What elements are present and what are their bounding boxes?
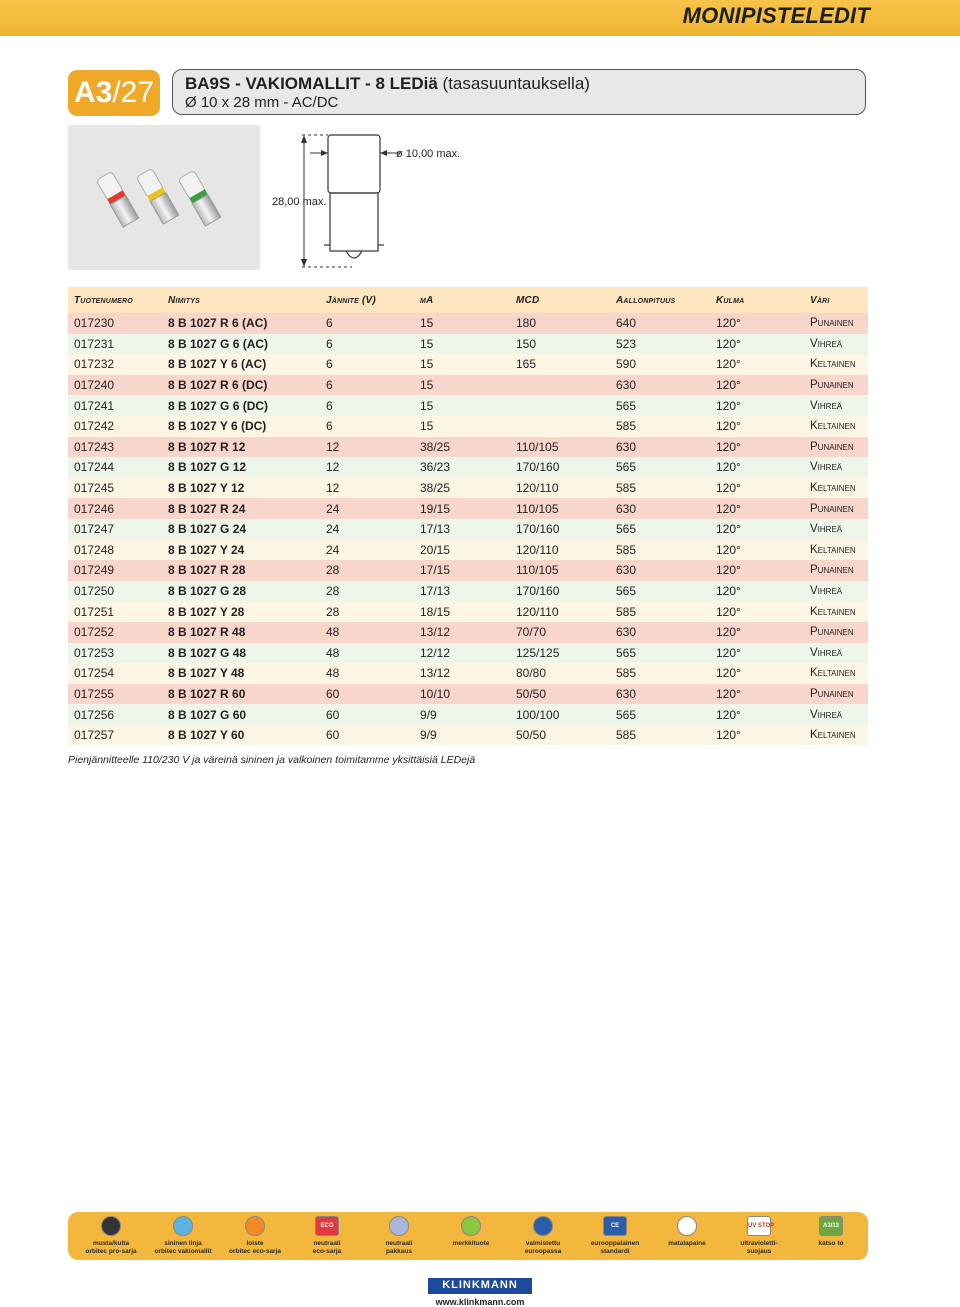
legend-item <box>290 1216 364 1256</box>
cell-name: 8 B 1027 G 60 <box>162 704 320 725</box>
cell-angle: 120° <box>710 622 804 643</box>
cell-wavelength: 585 <box>610 478 710 499</box>
legend-label-line2: euroopassa <box>524 1248 562 1255</box>
legend-label-line2: orbitec pro-sarja <box>85 1248 137 1255</box>
length-label: 28,00 max. <box>272 196 327 208</box>
cell-ma: 15 <box>414 354 510 375</box>
cell-wavelength: 565 <box>610 581 710 602</box>
cell-voltage: 60 <box>320 684 414 705</box>
legend-label-line1: merkkituote <box>452 1240 490 1247</box>
cell-wavelength: 585 <box>610 601 710 622</box>
cell-mcd: 50/50 <box>510 684 610 705</box>
table-row <box>68 375 868 396</box>
table-row <box>68 334 868 355</box>
legend-item <box>362 1216 436 1256</box>
legend-label <box>794 1240 868 1248</box>
table-row <box>68 437 868 458</box>
legend-label-line1: valmistettu <box>525 1240 561 1247</box>
cell-color: Punainen <box>804 313 868 334</box>
table-row <box>68 601 868 622</box>
table-row <box>68 560 868 581</box>
cell-mcd <box>510 416 610 437</box>
cell-color: Keltainen <box>804 601 868 622</box>
legend-label <box>434 1240 508 1248</box>
cell-ma: 17/15 <box>414 560 510 581</box>
cell-wavelength: 565 <box>610 519 710 540</box>
legend-label-line1: ultravioletti- <box>740 1240 778 1247</box>
cell-angle: 120° <box>710 540 804 561</box>
cell-voltage: 12 <box>320 478 414 499</box>
cell-mcd: 150 <box>510 334 610 355</box>
cell-ma: 15 <box>414 313 510 334</box>
cell-name: 8 B 1027 Y 6 (AC) <box>162 354 320 375</box>
cell-angle: 120° <box>710 416 804 437</box>
cell-voltage: 6 <box>320 334 414 355</box>
cell-name: 8 B 1027 Y 24 <box>162 540 320 561</box>
cell-wavelength: 523 <box>610 334 710 355</box>
cell-angle: 120° <box>710 601 804 622</box>
section-code: A3 <box>73 76 113 109</box>
cell-mcd: 125/125 <box>510 643 610 664</box>
cell-product-number: 017248 <box>68 540 162 561</box>
cell-ma: 9/9 <box>414 725 510 746</box>
product-table <box>68 287 868 745</box>
table-body <box>68 313 868 745</box>
legend-label-line1: neutraali <box>313 1240 341 1247</box>
table-row <box>68 684 868 705</box>
eco-icon: ECO <box>315 1216 339 1236</box>
cell-angle: 120° <box>710 684 804 705</box>
cell-mcd: 170/160 <box>510 457 610 478</box>
cell-voltage: 6 <box>320 416 414 437</box>
cell-wavelength: 630 <box>610 560 710 581</box>
table-row <box>68 498 868 519</box>
legend-bar <box>68 1212 868 1260</box>
cell-voltage: 6 <box>320 375 414 396</box>
section-code-separator: / <box>112 76 121 109</box>
cell-voltage: 12 <box>320 457 414 478</box>
cell-voltage: 48 <box>320 643 414 664</box>
table-row <box>68 478 868 499</box>
cell-angle: 120° <box>710 519 804 540</box>
legend-label-line1: loiste <box>246 1240 264 1247</box>
cell-product-number: 017230 <box>68 313 162 334</box>
legend-item <box>218 1216 292 1256</box>
cell-name: 8 B 1027 Y 12 <box>162 478 320 499</box>
legend-item <box>578 1216 652 1256</box>
cell-name: 8 B 1027 R 28 <box>162 560 320 581</box>
cell-product-number: 017257 <box>68 725 162 746</box>
cell-wavelength: 585 <box>610 663 710 684</box>
table-row <box>68 581 868 602</box>
table-row <box>68 354 868 375</box>
cell-wavelength: 585 <box>610 540 710 561</box>
cell-name: 8 B 1027 G 6 (AC) <box>162 334 320 355</box>
cell-angle: 120° <box>710 313 804 334</box>
cell-mcd: 110/105 <box>510 498 610 519</box>
cell-mcd: 120/110 <box>510 540 610 561</box>
cell-mcd: 70/70 <box>510 622 610 643</box>
legend-label <box>290 1240 364 1256</box>
cell-mcd: 50/50 <box>510 725 610 746</box>
cell-ma: 18/15 <box>414 601 510 622</box>
cell-product-number: 017241 <box>68 395 162 416</box>
legend-label <box>362 1240 436 1256</box>
cell-ma: 38/25 <box>414 437 510 458</box>
section-page: 27 <box>120 76 155 109</box>
legend-label <box>74 1240 148 1256</box>
cell-angle: 120° <box>710 437 804 458</box>
cell-name: 8 B 1027 Y 60 <box>162 725 320 746</box>
footnote: Pienjännitteelle 110/230 V ja väreinä sininen ja valkoinen toimitamme yksittäisiä LEDejä <box>68 754 476 766</box>
bulb-outline-drawing <box>260 125 520 275</box>
legend-item <box>722 1216 796 1256</box>
legend-label-line1: musta/kulta <box>92 1240 130 1247</box>
cell-color: Vihreä <box>804 581 868 602</box>
cell-color: Punainen <box>804 498 868 519</box>
legend-label <box>722 1240 796 1256</box>
cell-wavelength: 590 <box>610 354 710 375</box>
cell-wavelength: 630 <box>610 498 710 519</box>
cell-color: Keltainen <box>804 725 868 746</box>
cell-color: Vihreä <box>804 519 868 540</box>
cell-mcd: 180 <box>510 313 610 334</box>
legend-label-line1: neutraali <box>385 1240 413 1247</box>
blue-bulb-icon <box>173 1216 193 1236</box>
cell-ma: 38/25 <box>414 478 510 499</box>
cell-name: 8 B 1027 Y 28 <box>162 601 320 622</box>
cell-wavelength: 565 <box>610 457 710 478</box>
col-header-voltage: Jännite (V) <box>320 287 414 313</box>
cell-name: 8 B 1027 R 12 <box>162 437 320 458</box>
cell-angle: 120° <box>710 643 804 664</box>
cell-ma: 17/13 <box>414 519 510 540</box>
cell-ma: 15 <box>414 334 510 355</box>
cell-name: 8 B 1027 R 48 <box>162 622 320 643</box>
cell-voltage: 28 <box>320 601 414 622</box>
cell-product-number: 017240 <box>68 375 162 396</box>
cell-color: Vihreä <box>804 643 868 664</box>
cell-product-number: 017244 <box>68 457 162 478</box>
cell-ma: 12/12 <box>414 643 510 664</box>
cell-wavelength: 630 <box>610 622 710 643</box>
cell-wavelength: 640 <box>610 313 710 334</box>
cell-ma: 19/15 <box>414 498 510 519</box>
cell-ma: 15 <box>414 375 510 396</box>
legend-label <box>578 1240 652 1256</box>
legend-label-line1: matalapaine <box>668 1240 706 1247</box>
cell-name: 8 B 1027 G 12 <box>162 457 320 478</box>
cell-angle: 120° <box>710 704 804 725</box>
cell-mcd: 165 <box>510 354 610 375</box>
cell-color: Punainen <box>804 437 868 458</box>
legend-label-line2: pakkaus <box>385 1248 413 1255</box>
legend-item <box>650 1216 724 1248</box>
cell-product-number: 017231 <box>68 334 162 355</box>
legend-label <box>146 1240 220 1256</box>
cell-ma: 9/9 <box>414 704 510 725</box>
cell-angle: 120° <box>710 560 804 581</box>
table-row <box>68 457 868 478</box>
cell-color: Keltainen <box>804 416 868 437</box>
cell-name: 8 B 1027 Y 48 <box>162 663 320 684</box>
cell-voltage: 28 <box>320 581 414 602</box>
cell-voltage: 60 <box>320 704 414 725</box>
col-header-ma: mA <box>414 287 510 313</box>
product-title-rest: (tasasuuntauksella) <box>437 74 590 93</box>
legend-label-line2: orbitec eco-sarja <box>228 1248 282 1255</box>
cell-mcd: 110/105 <box>510 437 610 458</box>
cell-voltage: 6 <box>320 395 414 416</box>
cell-voltage: 28 <box>320 560 414 581</box>
table-row <box>68 519 868 540</box>
legend-label-line2: suojaus <box>746 1248 772 1255</box>
cell-wavelength: 565 <box>610 643 710 664</box>
product-title-bold: BA9S - VAKIOMALLIT - 8 LEDiä <box>185 74 438 93</box>
cell-mcd: 100/100 <box>510 704 610 725</box>
cell-color: Keltainen <box>804 540 868 561</box>
cell-voltage: 48 <box>320 663 414 684</box>
cell-wavelength: 630 <box>610 375 710 396</box>
cell-ma: 15 <box>414 416 510 437</box>
cell-voltage: 24 <box>320 519 414 540</box>
table-header-row <box>68 287 868 313</box>
cell-color: Punainen <box>804 375 868 396</box>
cell-angle: 120° <box>710 498 804 519</box>
cell-mcd: 170/160 <box>510 519 610 540</box>
cell-product-number: 017254 <box>68 663 162 684</box>
package-icon <box>389 1216 409 1236</box>
cell-color: Vihreä <box>804 395 868 416</box>
legend-item <box>74 1216 148 1256</box>
cell-name: 8 B 1027 Y 6 (DC) <box>162 416 320 437</box>
cell-color: Keltainen <box>804 478 868 499</box>
cell-angle: 120° <box>710 457 804 478</box>
table-row <box>68 725 868 746</box>
legend-label-line2: standardi <box>600 1248 630 1255</box>
col-header-mcd: MCD <box>510 287 610 313</box>
table-row <box>68 540 868 561</box>
cell-name: 8 B 1027 G 6 (DC) <box>162 395 320 416</box>
cell-mcd: 170/160 <box>510 581 610 602</box>
ce-icon: CE <box>603 1216 627 1236</box>
cell-product-number: 017252 <box>68 622 162 643</box>
cell-color: Keltainen <box>804 354 868 375</box>
cell-product-number: 017255 <box>68 684 162 705</box>
cell-product-number: 017250 <box>68 581 162 602</box>
legend-item <box>794 1216 868 1248</box>
cell-product-number: 017251 <box>68 601 162 622</box>
cell-mcd: 120/110 <box>510 601 610 622</box>
uv-stop-icon: UV STOP <box>747 1216 771 1236</box>
cell-voltage: 6 <box>320 354 414 375</box>
product-photo <box>68 125 260 270</box>
product-subtitle: Ø 10 x 28 mm - AC/DC <box>185 94 339 111</box>
cell-voltage: 6 <box>320 313 414 334</box>
legend-label-line1: eurooppalainen <box>590 1240 640 1247</box>
table-row <box>68 704 868 725</box>
cell-color: Punainen <box>804 622 868 643</box>
cell-mcd <box>510 375 610 396</box>
cell-product-number: 017242 <box>68 416 162 437</box>
cell-name: 8 B 1027 R 6 (DC) <box>162 375 320 396</box>
legend-item <box>146 1216 220 1256</box>
cell-product-number: 017245 <box>68 478 162 499</box>
cell-mcd <box>510 395 610 416</box>
cell-wavelength: 630 <box>610 684 710 705</box>
top-banner <box>0 0 960 36</box>
brand-icon <box>461 1216 481 1236</box>
table-row <box>68 622 868 643</box>
cell-product-number: 017247 <box>68 519 162 540</box>
cell-voltage: 24 <box>320 540 414 561</box>
cell-name: 8 B 1027 R 6 (AC) <box>162 313 320 334</box>
led-bulbs-image <box>68 125 260 270</box>
cell-angle: 120° <box>710 478 804 499</box>
cell-product-number: 017249 <box>68 560 162 581</box>
cell-wavelength: 565 <box>610 704 710 725</box>
black-bulb-icon <box>101 1216 121 1236</box>
cell-angle: 120° <box>710 354 804 375</box>
diameter-label: ø 10,00 max. <box>396 148 461 160</box>
cell-angle: 120° <box>710 725 804 746</box>
legend-item <box>434 1216 508 1248</box>
table-row <box>68 663 868 684</box>
cell-product-number: 017232 <box>68 354 162 375</box>
cell-mcd: 110/105 <box>510 560 610 581</box>
cell-color: Punainen <box>804 684 868 705</box>
legend-label <box>218 1240 292 1256</box>
cell-color: Vihreä <box>804 704 868 725</box>
cell-angle: 120° <box>710 395 804 416</box>
dimension-diagram <box>260 125 520 275</box>
legend-label <box>506 1240 580 1256</box>
cell-name: 8 B 1027 G 24 <box>162 519 320 540</box>
cell-color: Vihreä <box>804 457 868 478</box>
legend-label <box>650 1240 724 1248</box>
cell-name: 8 B 1027 G 48 <box>162 643 320 664</box>
eu-made-icon <box>533 1216 553 1236</box>
legend-label-line2: orbitec vakiomallit <box>154 1248 212 1255</box>
col-header-product-number: Tuotenumero <box>68 287 162 313</box>
cell-angle: 120° <box>710 375 804 396</box>
table-row <box>68 313 868 334</box>
cell-mcd: 120/110 <box>510 478 610 499</box>
cell-name: 8 B 1027 R 60 <box>162 684 320 705</box>
low-pressure-icon <box>677 1216 697 1236</box>
cell-ma: 20/15 <box>414 540 510 561</box>
cell-voltage: 48 <box>320 622 414 643</box>
legend-label-line2: eco-sarja <box>312 1248 342 1255</box>
cell-color: Vihreä <box>804 334 868 355</box>
klinkmann-logo: KLINKMANN <box>428 1278 532 1294</box>
cell-angle: 120° <box>710 663 804 684</box>
cell-wavelength: 585 <box>610 725 710 746</box>
cell-angle: 120° <box>710 334 804 355</box>
cell-ma: 15 <box>414 395 510 416</box>
cell-wavelength: 565 <box>610 395 710 416</box>
cell-ma: 17/13 <box>414 581 510 602</box>
legend-label-line1: sininen linja <box>164 1240 202 1247</box>
cell-voltage: 60 <box>320 725 414 746</box>
col-header-angle: Kulma <box>710 287 804 313</box>
cell-product-number: 017253 <box>68 643 162 664</box>
cell-ma: 36/23 <box>414 457 510 478</box>
cell-voltage: 24 <box>320 498 414 519</box>
orange-bulb-icon <box>245 1216 265 1236</box>
table-row <box>68 416 868 437</box>
cell-color: Punainen <box>804 560 868 581</box>
cell-name: 8 B 1027 G 28 <box>162 581 320 602</box>
cell-wavelength: 630 <box>610 437 710 458</box>
legend-label-line1: katso to <box>818 1240 844 1247</box>
cell-product-number: 017243 <box>68 437 162 458</box>
col-header-color: Väri <box>804 287 868 313</box>
website-url: www.klinkmann.com <box>435 1297 525 1307</box>
cell-product-number: 017256 <box>68 704 162 725</box>
ref-icon: A3/13 <box>819 1216 843 1236</box>
product-title-box <box>172 69 866 115</box>
cell-ma: 10/10 <box>414 684 510 705</box>
cell-wavelength: 585 <box>610 416 710 437</box>
cell-name: 8 B 1027 R 24 <box>162 498 320 519</box>
legend-item <box>506 1216 580 1256</box>
cell-ma: 13/12 <box>414 622 510 643</box>
section-code-badge <box>68 70 160 116</box>
cell-ma: 13/12 <box>414 663 510 684</box>
table-row <box>68 395 868 416</box>
col-header-wavelength: Aallonpituus <box>610 287 710 313</box>
cell-mcd: 80/80 <box>510 663 610 684</box>
product-title <box>185 74 853 94</box>
cell-product-number: 017246 <box>68 498 162 519</box>
col-header-name: Nimitys <box>162 287 320 313</box>
cell-angle: 120° <box>710 581 804 602</box>
cell-color: Keltainen <box>804 663 868 684</box>
brand-heading: MONIPISTELEDIT <box>682 3 870 28</box>
cell-voltage: 12 <box>320 437 414 458</box>
table-row <box>68 643 868 664</box>
